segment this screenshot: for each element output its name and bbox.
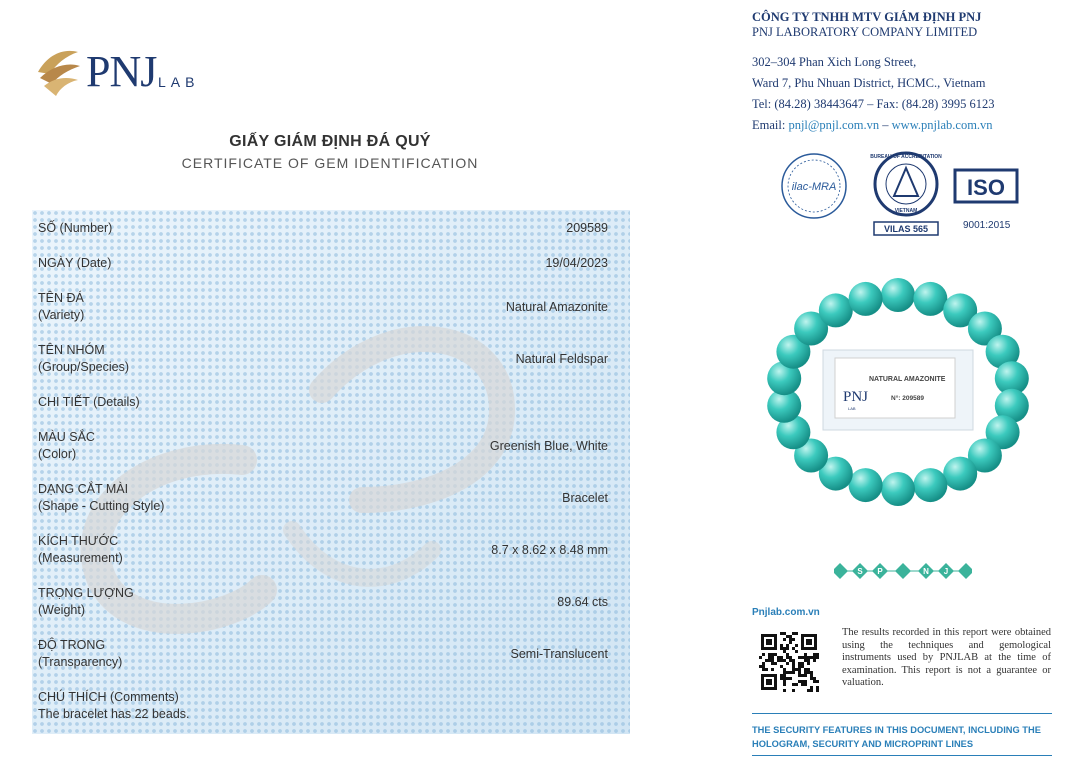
- qr-module: [792, 665, 795, 668]
- qr-module: [795, 632, 798, 635]
- qr-module: [798, 668, 801, 671]
- qr-module: [780, 659, 783, 662]
- label-measurement-en: (Measurement): [38, 551, 123, 565]
- qr-module: [783, 683, 786, 686]
- qr-module: [792, 638, 795, 641]
- qr-module: [807, 662, 810, 665]
- bead: [819, 293, 853, 327]
- qr-module: [804, 653, 807, 656]
- qr-module: [786, 656, 789, 659]
- qr-module: [789, 671, 792, 674]
- qr-module: [792, 689, 795, 692]
- ornament-letter: J: [943, 567, 949, 576]
- qr-module: [804, 671, 807, 674]
- qr-module: [801, 683, 804, 686]
- qr-module: [783, 677, 786, 680]
- company-name: [752, 10, 981, 40]
- accreditation-badges: [780, 150, 1075, 240]
- qr-module: [804, 656, 807, 659]
- value-transparency: Semi-Translucent: [510, 647, 608, 661]
- qr-module: [786, 662, 789, 665]
- email-link[interactable]: pnjl@pnjl.com.vn: [788, 118, 880, 132]
- details-panel: [32, 210, 630, 734]
- qr-module: [786, 677, 789, 680]
- value-color: Greenish Blue, White: [489, 439, 608, 453]
- qr-module: [759, 656, 762, 659]
- row-comments: [38, 689, 608, 723]
- qr-module: [762, 665, 765, 668]
- label-transparency-vi: ĐỘ TRONG: [38, 638, 106, 652]
- qr-module: [786, 635, 789, 638]
- value-group: Natural Feldspar: [515, 352, 608, 366]
- qr-module: [774, 653, 777, 656]
- qr-module: [774, 662, 777, 665]
- qr-module: [795, 644, 798, 647]
- qr-module: [783, 647, 786, 650]
- qr-module: [783, 671, 786, 674]
- tag-brand-sub: LAB: [848, 406, 856, 411]
- qr-module: [807, 671, 810, 674]
- bead: [881, 278, 915, 312]
- qr-module: [810, 686, 813, 689]
- row-variety: [38, 290, 608, 324]
- value-variety: Natural Amazonite: [505, 300, 608, 314]
- qr-module: [810, 656, 813, 659]
- qr-module: [816, 653, 819, 656]
- row-group: [38, 342, 608, 376]
- title-vietnamese: GIẤY GIÁM ĐỊNH ĐÁ QUÝ: [229, 133, 431, 150]
- qr-module: [816, 686, 819, 689]
- qr-module: [810, 689, 813, 692]
- label-group-en: (Group/Species): [38, 360, 130, 374]
- company-name-en: PNJ LABORATORY COMPANY LIMITED: [752, 25, 978, 39]
- qr-module: [813, 656, 816, 659]
- qr-module: [789, 656, 792, 659]
- bead: [849, 468, 883, 502]
- boa-text: BUREAU OF ACCREDITATION: [870, 154, 942, 160]
- qr-module: [789, 638, 792, 641]
- qr-module: [804, 659, 807, 662]
- qr-module: [783, 689, 786, 692]
- qr-module: [780, 656, 783, 659]
- website-link[interactable]: www.pnjlab.com.vn: [891, 118, 993, 132]
- qr-module: [759, 665, 762, 668]
- label-group-vi: TÊN NHÓM: [38, 343, 105, 357]
- value-shape: Bracelet: [562, 491, 608, 505]
- label-date: NGÀY (Date): [38, 256, 112, 270]
- bead: [943, 457, 977, 491]
- qr-module: [801, 662, 804, 665]
- value-measurement: 8.7 x 8.62 x 8.48 mm: [491, 543, 608, 557]
- qr-module: [807, 668, 810, 671]
- qr-module: [768, 653, 771, 656]
- qr-module: [780, 677, 783, 680]
- qr-module: [807, 659, 810, 662]
- pnj-swirl-icon: [34, 44, 84, 100]
- qr-module: [771, 653, 774, 656]
- divider-bottom: [752, 755, 1052, 756]
- qr-module: [777, 659, 780, 662]
- disclaimer-note: The results recorded in this report were obtained using the techniques and gemological instruments used by PNJLAB at the time of examination. This report is not a guarantee or valuation.: [842, 627, 1051, 688]
- qr-module: [786, 653, 789, 656]
- qr-module: [807, 689, 810, 692]
- label-comments: CHÚ THÍCH (Comments): [38, 690, 179, 704]
- label-transparency-en: (Transparency): [38, 655, 123, 669]
- label-details: CHI TIẾT (Details): [38, 395, 140, 409]
- qr-module: [768, 656, 771, 659]
- label-color-vi: MÀU SẮC: [38, 430, 95, 444]
- qr-module: [780, 674, 783, 677]
- qr-module: [762, 668, 765, 671]
- value-comments: The bracelet has 22 beads.: [38, 707, 190, 721]
- email-line: [752, 115, 995, 136]
- value-weight: 89.64 cts: [557, 595, 608, 609]
- qr-module: [816, 689, 819, 692]
- site-label[interactable]: Pnjlab.com.vn: [752, 607, 820, 618]
- boa-country: VIETNAM: [894, 208, 918, 214]
- qr-module: [801, 680, 804, 683]
- qr-module: [771, 662, 774, 665]
- qr-module: [792, 671, 795, 674]
- qr-module: [810, 674, 813, 677]
- label-weight-vi: TRỌNG LƯỢNG: [38, 586, 134, 600]
- tag-number: N°: 209589: [891, 395, 924, 402]
- qr-module: [777, 656, 780, 659]
- qr-module: [810, 671, 813, 674]
- label-variety-vi: TÊN ĐÁ: [38, 291, 84, 305]
- product-tag-icon: [823, 350, 973, 430]
- qr-module: [792, 659, 795, 662]
- security-notice: [752, 723, 1057, 751]
- value-date: 19/04/2023: [545, 256, 608, 270]
- vilas-text: VILAS 565: [883, 224, 929, 234]
- qr-module: [801, 656, 804, 659]
- label-number: SỐ (Number): [38, 221, 113, 235]
- qr-module: [807, 656, 810, 659]
- qr-module: [789, 659, 792, 662]
- qr-module: [798, 656, 801, 659]
- qr-module: [798, 665, 801, 668]
- qr-module: [801, 665, 804, 668]
- qr-module: [792, 683, 795, 686]
- email-prefix: Email:: [752, 118, 789, 132]
- qr-module: [789, 641, 792, 644]
- bead: [913, 282, 947, 316]
- row-transparency: [38, 637, 608, 671]
- iso-text: ISO: [967, 175, 1005, 200]
- qr-module: [783, 650, 786, 653]
- qr-module: [804, 668, 807, 671]
- qr-code-icon: [759, 632, 819, 692]
- qr-module: [810, 677, 813, 680]
- ornament-letter: N: [923, 567, 929, 576]
- iso-standard: 9001:2015: [963, 220, 1011, 231]
- row-date: [38, 255, 608, 272]
- ilac-text: ilac-MRA: [791, 181, 837, 193]
- value-number: 209589: [566, 221, 608, 235]
- qr-module: [816, 680, 819, 683]
- qr-module: [798, 671, 801, 674]
- qr-module: [795, 668, 798, 671]
- qr-module: [804, 683, 807, 686]
- qr-module: [798, 662, 801, 665]
- company-section: [735, 0, 1075, 766]
- qr-module: [783, 668, 786, 671]
- qr-module: [765, 659, 768, 662]
- qr-module: [792, 632, 795, 635]
- security-line-2: HOLOGRAM, SECURITY AND MICROPRINT LINES: [752, 739, 974, 749]
- ornament-letter: S: [857, 567, 863, 576]
- company-contact: [752, 52, 995, 136]
- row-number: [38, 220, 608, 237]
- qr-module: [792, 662, 795, 665]
- qr-module: [783, 638, 786, 641]
- qr-module: [780, 647, 783, 650]
- qr-module: [783, 632, 786, 635]
- row-weight: [38, 585, 608, 619]
- qr-module: [792, 668, 795, 671]
- address-line-1: 302–304 Phan Xich Long Street,: [752, 55, 917, 69]
- qr-module: [795, 683, 798, 686]
- row-shape: [38, 481, 608, 515]
- logo-text-pnj: PNJ: [86, 47, 157, 96]
- qr-module: [789, 677, 792, 680]
- ornament-diamond: [958, 563, 972, 579]
- row-measurement: [38, 533, 608, 567]
- ilac-mra-icon: [782, 154, 846, 218]
- qr-module: [798, 680, 801, 683]
- phone-fax: Tel: (84.28) 38443647 – Fax: (84.28) 3995 6123: [752, 97, 995, 111]
- tag-text: NATURAL AMAZONITE: [869, 376, 946, 383]
- label-shape-vi: DẠNG CẮT MÀI: [38, 482, 129, 496]
- qr-module: [786, 647, 789, 650]
- label-color-en: (Color): [38, 447, 77, 461]
- label-shape-en: (Shape - Cutting Style): [38, 499, 165, 513]
- row-color: [38, 429, 608, 463]
- certificate-title: [0, 133, 660, 171]
- qr-module: [813, 653, 816, 656]
- qr-module: [771, 668, 774, 671]
- bureau-accreditation-icon: [870, 153, 942, 235]
- qr-module: [813, 680, 816, 683]
- label-measurement-vi: KÍCH THƯỚC: [38, 534, 119, 548]
- qr-module: [792, 647, 795, 650]
- qr-module: [783, 659, 786, 662]
- tag-brand: PNJ: [843, 389, 869, 405]
- label-weight-en: (Weight): [38, 603, 86, 617]
- qr-module: [816, 656, 819, 659]
- qr-module: [786, 671, 789, 674]
- qr-module: [804, 680, 807, 683]
- qr-module: [789, 635, 792, 638]
- qr-module: [783, 674, 786, 677]
- qr-module: [795, 650, 798, 653]
- qr-module: [762, 662, 765, 665]
- bead: [849, 282, 883, 316]
- logo-text-lab: LAB: [158, 74, 200, 90]
- qr-module: [771, 659, 774, 662]
- qr-module: [780, 665, 783, 668]
- ornament-letter: P: [877, 567, 883, 576]
- spnj-ornament-icon: [834, 560, 972, 582]
- ornament-diamond: [834, 563, 848, 579]
- qr-module: [813, 677, 816, 680]
- title-english: CERTIFICATE OF GEM IDENTIFICATION: [181, 155, 479, 171]
- qr-module: [771, 656, 774, 659]
- bead: [913, 468, 947, 502]
- ornament-diamond: [895, 563, 911, 579]
- qr-module: [780, 632, 783, 635]
- qr-module: [783, 680, 786, 683]
- qr-module: [762, 653, 765, 656]
- qr-module: [801, 674, 804, 677]
- security-line-1: THE SECURITY FEATURES IN THIS DOCUMENT, INCLUDING THE: [752, 725, 1041, 735]
- pnj-lab-logo: [34, 44, 234, 104]
- qr-module: [765, 668, 768, 671]
- qr-module: [798, 674, 801, 677]
- qr-module: [786, 644, 789, 647]
- company-name-vi: CÔNG TY TNHH MTV GIÁM ĐỊNH PNJ: [752, 10, 982, 24]
- qr-module: [813, 659, 816, 662]
- divider-top: [752, 713, 1052, 714]
- qr-module: [804, 674, 807, 677]
- iso-icon: [955, 170, 1017, 202]
- qr-module: [768, 659, 771, 662]
- email-separator: –: [879, 118, 892, 132]
- address-line-2: Ward 7, Phu Nhuan District, HCMC., Vietnam: [752, 76, 986, 90]
- row-details: [38, 394, 608, 411]
- qr-module: [780, 644, 783, 647]
- bead: [881, 472, 915, 506]
- bracelet-photo: [751, 265, 1057, 530]
- label-variety-en: (Variety): [38, 308, 85, 322]
